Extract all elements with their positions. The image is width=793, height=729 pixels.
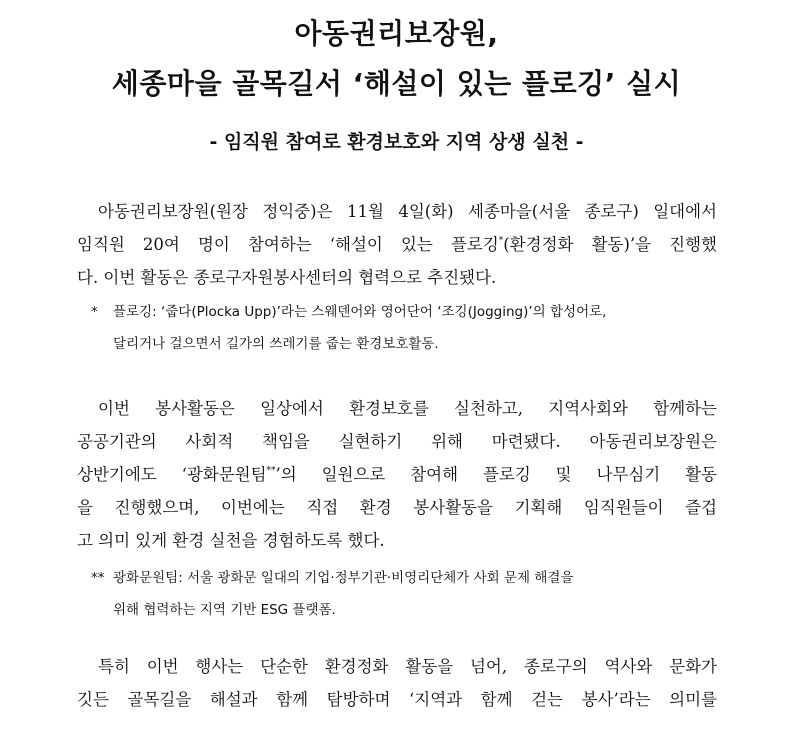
paragraph-3 (77, 650, 717, 716)
footnote-1-row-1 (91, 296, 719, 328)
footnote-2-text-2: 위해 협력하는 지역 기반 ESG 플랫폼. (113, 602, 336, 618)
paragraph-1-line-3: 다. 이번 활동은 종로구자원봉사센터의 협력으로 추진됐다. (77, 268, 497, 287)
paragraph-2-line-2: 공공기관의 사회적 책임을 실현하기 위해 마련됐다. 아동권리보장원은 (77, 432, 717, 451)
paragraph-1 (77, 195, 717, 294)
footnote-2 (91, 562, 719, 626)
footnote-ref-2: ** (266, 466, 276, 476)
paragraph-1-line-2 (77, 228, 717, 261)
paragraph-2-line-4: 을 진행했으며, 이번에는 직접 환경 봉사활동을 기획해 임직원들이 즐겁 (77, 498, 717, 517)
paragraph-1-line-1: 아동권리보장원(원장 정익중)은 11월 4일(화) 세종마을(서울 종로구) 일대에서 (98, 202, 717, 221)
footnote-1-mark: * (91, 304, 98, 320)
paragraph-1-line-2-text-b: (환경정화 활동)’을 진행했 (503, 235, 717, 254)
paragraph-3-line-1: 특히 이번 행사는 단순한 환경정화 활동을 넘어, 종로구의 역사와 문화가 (98, 657, 717, 676)
paragraph-2-line-1: 이번 봉사활동은 일상에서 환경보호를 실천하고, 지역사회와 함께하는 (98, 399, 717, 418)
footnote-1-text-1: 플로깅: ‘줍다(Plocka Upp)’라는 스웨덴어와 영어단어 ‘조깅(Jogging)’의 합성어로, (113, 304, 607, 320)
footnote-ref-1: * (498, 236, 504, 246)
paragraph-2-line-3 (77, 458, 717, 491)
footnote-1-text-2: 달리거나 걸으면서 길가의 쓰레기를 줍는 환경보호활동. (113, 336, 439, 352)
headline-line-2: 세종마을 골목길서 ‘해설이 있는 플로깅’ 실시 (111, 67, 682, 100)
headline-line-1: 아동권리보장원, (294, 17, 499, 50)
paragraph-2-line-5: 고 의미 있게 환경 실천을 경험하도록 했다. (77, 531, 385, 550)
paragraph-2-line-3-text-b: ’의 일원으로 참여해 플로깅 및 나무심기 활동 (275, 465, 717, 484)
paragraph-2 (77, 392, 717, 557)
paragraph-3-line-2: 깃든 골목길을 해설과 함께 탐방하며 ‘지역과 함께 걷는 봉사’라는 의미를 (77, 690, 717, 709)
paragraph-2-line-3-text-a: 상반기에도 ‘광화문원팀 (77, 465, 267, 484)
subheadline: - 임직원 참여로 환경보호와 지역 상생 실천 - (209, 131, 584, 153)
footnote-2-mark: ** (91, 570, 105, 586)
paragraph-1-line-2-text-a: 임직원 20여 명이 참여하는 ‘해설이 있는 플로깅 (77, 235, 499, 254)
footnote-1 (91, 296, 719, 360)
footnote-2-row-1 (91, 562, 719, 594)
footnote-2-text-1: 광화문원팀: 서울 광화문 일대의 기업·정부기관·비영리단체가 사회 문제 해결을 (113, 570, 574, 586)
